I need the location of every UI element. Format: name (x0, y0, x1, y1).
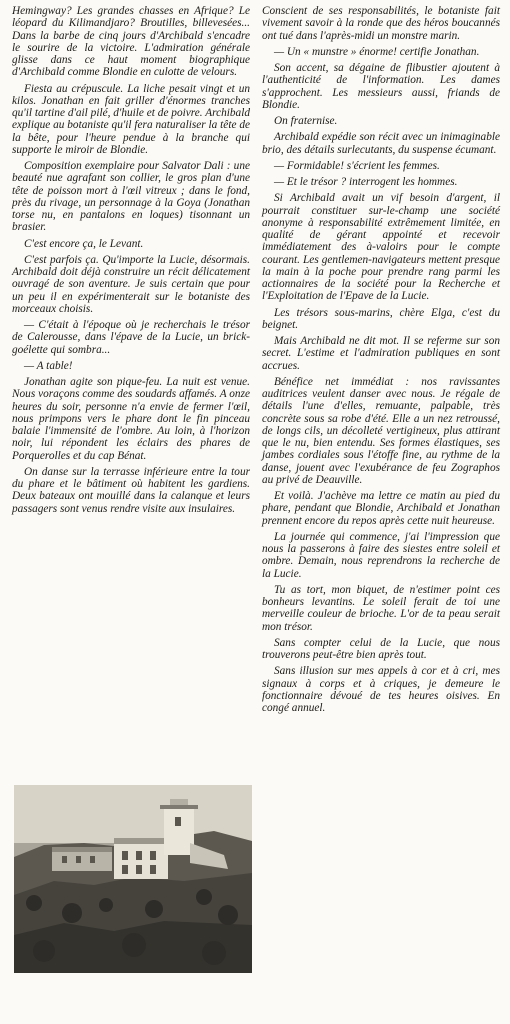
paragraph: — Et le trésor ? interrogent les hommes. (274, 176, 458, 188)
paragraph: Et voilà. J'achève ma lettre ce matin au pied du phare, pendant que Blondie, Archibald et Jonathan prennent encore du repos après cette nuit heureuse. (262, 490, 500, 527)
right-text-column (262, 5, 500, 718)
paragraph: Son accent, sa dégaine de flibustier ajoutent à l'authenticité de l'information. Les dames s'approchent. Les messieurs aussi, friands de Blondie. (262, 62, 500, 111)
paragraph: Composition exemplaire pour Salvator Dali : une beauté nue agrafant son collier, le gros plan d'une tête de poisson mort à l'œil vitreux ; dans le fond, près du rivage, un personnage à la Goya (Jonathan torse nu, en pantalons en loques) tisonnant un brasier. (12, 160, 250, 234)
paragraph: Jonathan agite son pique-feu. La nuit est venue. Nous voraçons comme des soudards affamés. A onze heures du soir, personne n'a envie de fermer l'œil, nous primpons vers le phare dont le fin pinceau balaie l'immensité de l'ombre. Au loin, à l'horizon noir, lui répondent les éclairs des phares de Porquerolles et du cap Bénat. (12, 376, 250, 462)
lighthouse-island-illustration (14, 785, 252, 973)
paragraph: — C'était à l'époque où je recherchais le trésor de Calerousse, dans l'épave de la Lucie, un brick-goélette qui sombra... (12, 319, 250, 356)
paragraph: Bénéfice net immédiat : nos ravissantes auditrices veulent danser avec nous. Je régale de détails l'une d'elles, remuante, palpable, très concrète sous sa robe d'été. Elle a un nez retroussé, de longs cils, un décolleté vertigineux, plus attirant que le nu, bien entendu. Ses formes élastiques, ses jambes cordiales sous l'étoffe fine, au rythme de la danse, jouent avec l'exubérance de feu Zographos au privé de Deauville. (262, 375, 500, 486)
paragraph: On danse sur la terrasse inférieure entre la tour du phare et le bâtiment où habitent les gardiens. Deux bateaux ont mouillé dans la calanque et leurs passagers sont venus rendre visite aux insulaires. (12, 465, 250, 515)
paragraph: Tu as tort, mon biquet, de n'estimer point ces bonheurs levantins. Le soleil ferait de toi une merveille couleur de brioche. L'or de ta peau serait mon trésor. (262, 583, 500, 633)
paragraph: Si Archibald avait un vif besoin d'argent, il pourrait constituer sur-le-champ une société anonyme à responsabilité extrêmement limitée, en qualité de gérant appointé et recevoir immédiatement des à-valoirs pour le compte courant. Les gentlemen-navigateurs mettent presque la main à la poche pour prendre rang parmi les actionnaires de la société pour la Recherche et l'Exploitation de l'Epave de la Lucie. (262, 192, 500, 303)
paragraph: On fraternise. (274, 115, 338, 127)
paragraph: C'est encore ça, le Levant. (24, 237, 144, 250)
paragraph: — Formidable! s'écrient les femmes. (274, 159, 440, 172)
paragraph: Sans compter celui de la Lucie, que nous trouverons peut-être bien après tout. (262, 636, 500, 661)
paragraph: — A table! (24, 359, 73, 372)
paragraph: La journée qui commence, j'ai l'impression que nous la passerons à faire des siestes entre soleil et ombre. Demain, nous reprendrons la recherche de la Lucie. (262, 530, 500, 580)
lighthouse-photo (14, 785, 252, 973)
paragraph: Mais Archibald ne dit mot. Il se referme sur son secret. L'estime et l'admiration publiques en sont accrues. (262, 335, 500, 372)
left-text-column (12, 5, 250, 519)
paragraph: — Un « munstre » énorme! certifie Jonathan. (274, 45, 480, 58)
paragraph: C'est parfois ça. Qu'importe la Lucie, désormais. Archibald doit déjà construire un récit délicatement ouvragé de son aventure. Je suis certain que pour un peu il en expérimenterait sur le botaniste des morceaux choisis. (12, 253, 250, 315)
paragraph: Conscient de ses responsabilités, le botaniste fait vivement savoir à la ronde que des héros boucannés ont tué dans l'après-midi un monstre marin. (262, 5, 500, 42)
paragraph: Fiesta au crépuscule. La liche pesait vingt et un kilos. Jonathan en fait griller d'énormes tranches qu'il tartine d'ail pilé, d'huile et de poivre. Archibald explique au botaniste qu'il fera naturaliser la tête de la bête, pour l'heure pendue à la branche qui supporte le miroir de Blondie. (12, 82, 250, 156)
paragraph: Archibald expédie son récit avec un inimaginable brio, des détails surlecutants, du suspense écumant. (262, 131, 500, 156)
paragraph: Hemingway? Les grandes chasses en Afrique? Le léopard du Kilimandjaro? Broutilles, billevesées... Dans la barbe de cinq jours d'Archibald s'encadre le sourire de la victoire. L'admiration générale glisse dans ce haut moment biographique d'Archibald comme Blondie en culotte de velours. (12, 5, 250, 79)
paragraph: Sans illusion sur mes appels à cor et à cri, mes signaux à corps et à criques, je demeure le fonctionnaire dévoué de tes heures oisives. En congé annuel. (262, 665, 500, 714)
paragraph: Les trésors sous-marins, chère Elga, c'est du beignet. (262, 306, 500, 331)
